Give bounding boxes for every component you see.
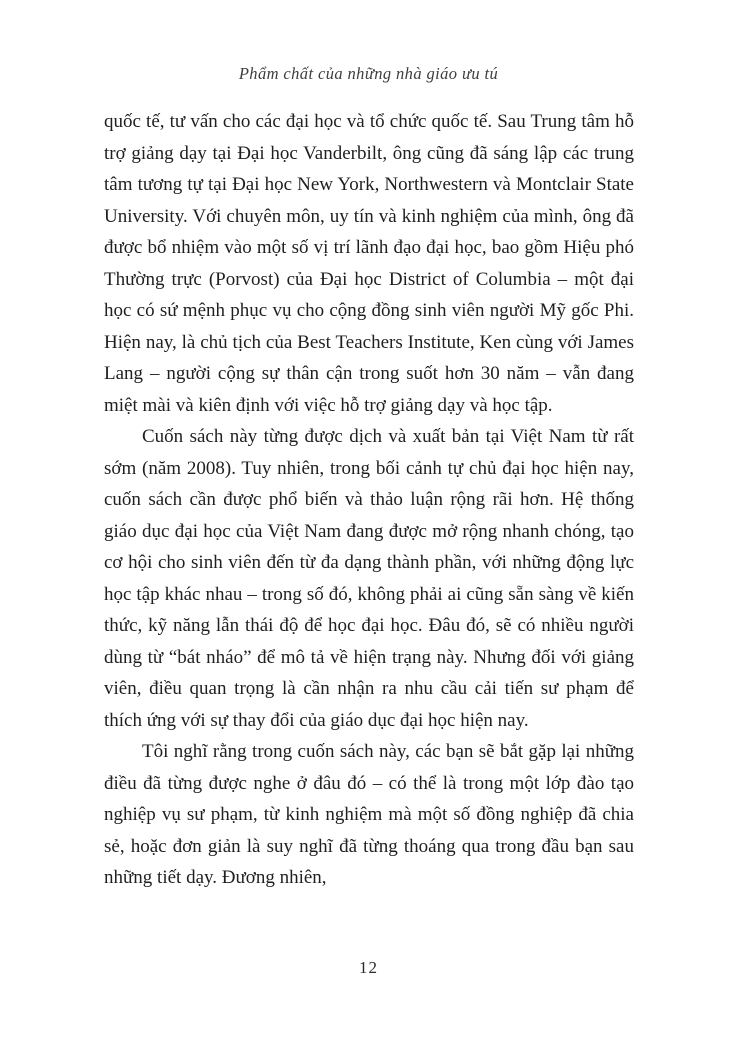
- page-number: 12: [359, 958, 378, 977]
- paragraph-continuation: quốc tế, tư vấn cho các đại học và tổ chức quốc tế. Sau Trung tâm hỗ trợ giảng dạy tại Đại học Vanderbilt, ông cũng đã sáng lập các trung tâm tương tự tại Đại học New York, Northwestern và Montclair State University. Với chuyên môn, uy tín và kinh nghiệm của mình, ông đã được bổ nhiệm vào một số vị trí lãnh đạo đại học, bao gồm Hiệu phó Thường trực (Porvost) của Đại học District of Columbia – một đại học có sứ mệnh phục vụ cho cộng đồng sinh viên người Mỹ gốc Phi. Hiện nay, là chủ tịch của Best Teachers Institute, Ken cùng với James Lang – người cộng sự thân cận trong suốt hơn 30 năm – vẫn đang miệt mài và kiên định với việc hỗ trợ giảng dạy và học tập.: [104, 111, 634, 416]
- body-text: [104, 106, 634, 894]
- paragraph: Cuốn sách này từng được dịch và xuất bản tại Việt Nam từ rất sớm (năm 2008). Tuy nhiên, trong bối cảnh tự chủ đại học hiện nay, cuốn sách cần được phổ biến và thảo luận rộng rãi hơn. Hệ thống giáo dục đại học của Việt Nam đang được mở rộng nhanh chóng, tạo cơ hội cho sinh viên đến từ đa dạng thành phần, với những động lực học tập khác nhau – trong số đó, không phải ai cũng sẵn sàng về kiến thức, kỹ năng lẫn thái độ để học đại học. Đâu đó, sẽ có nhiều người dùng từ “bát nháo” để mô tả về hiện trạng này. Nhưng đối với giảng viên, điều quan trọng là cần nhận ra nhu cầu cải tiến sư phạm để thích ứng với sự thay đổi của giáo dục đại học hiện nay.: [104, 426, 634, 731]
- paragraph: Tôi nghĩ rằng trong cuốn sách này, các bạn sẽ bắt gặp lại những điều đã từng được nghe ở đâu đó – có thể là trong một lớp đào tạo nghiệp vụ sư phạm, từ kinh nghiệm mà một số đồng nghiệp đã chia sẻ, hoặc đơn giản là suy nghĩ đã từng thoáng qua trong đầu bạn sau những tiết dạy. Đương nhiên,: [104, 741, 634, 888]
- running-header: Phẩm chất của những nhà giáo ưu tú: [238, 64, 499, 83]
